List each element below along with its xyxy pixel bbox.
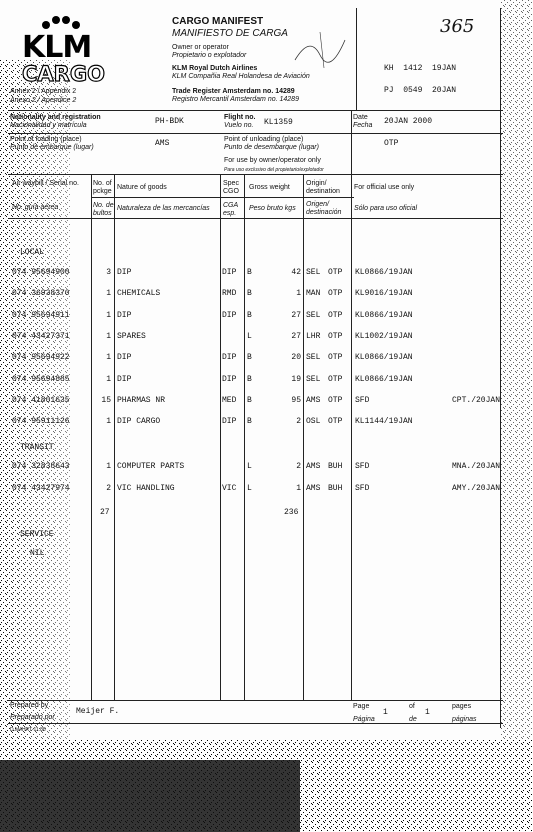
owner-use-label: For use by owner/operator only — [224, 157, 321, 164]
manifest-title: CARGO MANIFEST — [172, 16, 264, 27]
code-cell: B — [247, 268, 252, 277]
unloading-value: OTP — [384, 139, 399, 148]
awb-cell: 074 36938370 — [12, 289, 70, 299]
col-origin-es: Origen/ destinación — [306, 201, 342, 216]
spec-cell: DIP — [222, 310, 237, 320]
manifest-title-es: MANIFIESTO DE CARGA — [172, 28, 288, 39]
goods-cell: DIP — [117, 268, 132, 277]
table-row — [0, 417, 533, 431]
awb-cell: 074 32838643 — [12, 462, 70, 471]
goods-cell: SPARES — [117, 331, 146, 341]
col-weight: Gross weight — [249, 184, 290, 191]
table-row — [0, 375, 533, 389]
weight-cell: 20 — [291, 353, 301, 363]
code-cell: B — [247, 353, 252, 363]
reference-cell: KL0866/19JAN — [355, 268, 413, 277]
section-service: SERVICE — [20, 530, 54, 539]
goods-cell: DIP — [117, 374, 132, 384]
date-label-es: Fecha — [353, 122, 373, 129]
origin-cell: MAN — [306, 289, 321, 299]
col-spec: Spec CGO — [223, 180, 239, 195]
reference-cell: KL9016/19JAN — [355, 289, 413, 299]
code-cell: B — [247, 395, 252, 405]
awb-cell: 074 43427371 — [12, 331, 70, 341]
origin-cell: AMS — [306, 395, 321, 405]
spec-cell: DIP — [222, 268, 237, 277]
reference-cell: SFD — [355, 462, 370, 471]
col-nature: Nature of goods — [117, 184, 167, 191]
col-official: For official use only — [354, 184, 415, 191]
code-cell: L — [247, 462, 252, 471]
section-transit: TRANSIT — [20, 443, 54, 452]
col-origin: Origin/ destination — [306, 180, 340, 195]
page-total: 1 — [425, 708, 430, 717]
code-cell: B — [247, 289, 252, 299]
destination-cell: OTP — [328, 331, 343, 341]
reference-cell: KL1144/19JAN — [355, 417, 413, 427]
pages-label-es: páginas — [452, 716, 477, 723]
reference-cell: SFD — [355, 484, 370, 493]
code-cell: L — [247, 484, 252, 493]
code-cell: B — [247, 310, 252, 320]
weight-cell: 95 — [291, 395, 301, 405]
goods-cell: CHEMICALS — [117, 289, 161, 299]
company-name: KLM Royal Dutch Airlines — [172, 65, 258, 72]
destination-cell: OTP — [328, 289, 343, 299]
table-row — [0, 311, 533, 325]
spec-cell: DIP — [222, 374, 237, 384]
section-local: LOCAL — [20, 248, 45, 257]
col-awb-es: No. guía aérea — [12, 204, 59, 211]
weight-cell: 27 — [291, 310, 301, 320]
owner-label: Owner or operator — [172, 44, 229, 51]
page-number: 1 — [383, 708, 388, 717]
unloading-label: Point of unloading (place) — [224, 136, 304, 143]
destination-cell: OTP — [328, 353, 343, 363]
loading-label: Point of loading (place) — [10, 136, 82, 143]
pieces-cell: 1 — [106, 374, 111, 384]
page-label-es: Página — [353, 716, 375, 723]
origin-cell: AMS — [306, 462, 321, 471]
extra-cell: AMY./20JAN — [452, 484, 501, 493]
weight-cell: 1 — [296, 484, 301, 493]
weight-cell: 19 — [291, 374, 301, 384]
loading-value: AMS — [155, 139, 170, 148]
pieces-cell: 1 — [106, 310, 111, 320]
spec-cell: RMD — [222, 289, 237, 299]
owner-use-label-es: Para uso exclusivo del propietario/explotador — [224, 167, 324, 173]
table-row — [0, 268, 533, 282]
awb-cell: 074 43427974 — [12, 484, 70, 493]
registration-value: PH-BDK — [155, 117, 184, 126]
pieces-cell: 1 — [106, 331, 111, 341]
destination-cell: OTP — [328, 395, 343, 405]
weight-cell: 42 — [291, 268, 301, 277]
spec-cell: DIP — [222, 353, 237, 363]
weight-cell: 1 — [296, 289, 301, 299]
flight-number: KL1359 — [264, 118, 293, 127]
table-row — [0, 484, 533, 498]
destination-cell: OTP — [328, 268, 343, 277]
origin-cell: SEL — [306, 353, 321, 363]
pieces-cell: 1 — [106, 289, 111, 299]
goods-cell: DIP CARGO — [117, 417, 161, 427]
destination-cell: OTP — [328, 374, 343, 384]
reference-cell: KL0866/19JAN — [355, 310, 413, 320]
col-pieces-es: No. de bultos — [93, 202, 114, 217]
loading-label-es: Punto de embarque (lugar) — [10, 144, 94, 151]
prepared-label: Prepared by — [10, 702, 49, 709]
destination-cell: BUH — [328, 462, 343, 471]
col-official-es: Sólo para uso oficial — [354, 205, 418, 212]
pieces-cell: 2 — [106, 484, 111, 493]
trade-register-es: Registro Mercantil Amsterdam no. 14289 — [172, 96, 299, 103]
reference-cell: KL0866/19JAN — [355, 353, 413, 363]
signature-scribble — [290, 30, 350, 70]
trade-register: Trade Register Amsterdam no. 14289 — [172, 88, 295, 95]
reference-cell: KL0866/19JAN — [355, 374, 413, 384]
goods-cell: PHARMAS NR — [117, 395, 166, 405]
code-cell: B — [247, 374, 252, 384]
total-weight: 236 — [284, 508, 299, 517]
code-cell: B — [247, 417, 252, 427]
awb-cell: 074 95694922 — [12, 353, 70, 363]
ref-line-1: KH 1412 19JAN — [384, 64, 457, 73]
nationality-label-es: Nacionalidad y matrícula — [10, 122, 87, 129]
origin-cell: LHR — [306, 331, 321, 341]
spec-cell: VIC — [222, 484, 237, 493]
logo-klm: KLM — [22, 30, 92, 65]
goods-cell: VIC HANDLING — [117, 484, 175, 493]
flight-label-es: Vuelo no. — [224, 122, 254, 129]
date-value: 20JAN 2000 — [384, 117, 433, 126]
code-cell: L — [247, 331, 252, 341]
goods-cell: DIP — [117, 353, 132, 363]
owner-label-es: Propietario o explotador — [172, 52, 247, 59]
awb-cell: 074 95911126 — [12, 417, 70, 427]
awb-cell: 074 95694885 — [12, 374, 70, 384]
appendix-label: Annex 2 / Appendix 2 — [10, 88, 77, 95]
awb-cell: 074 41801635 — [12, 395, 70, 405]
destination-cell: OTP — [328, 417, 343, 427]
logo-cargo: CARGO — [22, 62, 105, 86]
unloading-label-es: Punto de desembarque (lugar) — [224, 144, 319, 151]
weight-cell: 27 — [291, 331, 301, 341]
prepared-by: Meijer F. — [76, 707, 120, 716]
origin-cell: SEL — [306, 374, 321, 384]
prepared-label-es: Preparado por — [10, 714, 55, 721]
spec-cell: DIP — [222, 417, 237, 427]
date-label: Date — [353, 114, 368, 121]
spec-cell: MED — [222, 395, 237, 405]
pieces-cell: 15 — [101, 395, 111, 405]
col-nature-es: Naturaleza de las mercancías — [117, 205, 210, 212]
pieces-cell: 3 — [106, 268, 111, 277]
page-label: Page — [353, 703, 370, 710]
weight-cell: 2 — [296, 417, 301, 427]
origin-cell: SEL — [306, 310, 321, 320]
ref-line-2: PJ 0549 20JAN — [384, 86, 457, 95]
destination-cell: BUH — [328, 484, 343, 493]
pieces-cell: 1 — [106, 462, 111, 471]
awb-cell: 074 95694900 — [12, 268, 70, 277]
table-row — [0, 462, 533, 476]
goods-cell: COMPUTER PARTS — [117, 462, 185, 471]
weight-cell: 2 — [296, 462, 301, 471]
of-label-es: de — [409, 716, 417, 723]
total-pieces: 27 — [100, 508, 110, 517]
appendix-label-es: Anexo 2 / Apendice 2 — [10, 97, 77, 104]
pages-label: pages — [452, 703, 472, 710]
table-row — [0, 289, 533, 303]
flight-label: Flight no. — [224, 114, 256, 121]
goods-cell: DIP — [117, 310, 132, 320]
col-spec-es: CGA esp. — [223, 202, 238, 217]
service-value: NIL — [30, 549, 45, 558]
reference-cell: KL1002/19JAN — [355, 331, 413, 341]
col-weight-es: Peso bruto kgs — [249, 205, 296, 212]
company-name-es: KLM Compañia Real Holandesa de Aviación — [172, 73, 310, 80]
awb-cell: 074 95694911 — [12, 310, 70, 320]
table-row — [0, 353, 533, 367]
extra-cell: MNA./20JAN — [452, 462, 501, 471]
form-code: D.M4HRT-11.88 — [10, 727, 46, 733]
pieces-cell: 1 — [106, 353, 111, 363]
reference-cell: SFD — [355, 395, 370, 405]
table-row — [0, 332, 533, 346]
extra-cell: CPT./20JAN — [452, 395, 501, 405]
table-row — [0, 396, 533, 410]
destination-cell: OTP — [328, 310, 343, 320]
col-pieces: No. of pckge — [93, 180, 112, 195]
nationality-label: Nationality and registration — [10, 114, 101, 121]
of-label: of — [409, 703, 415, 710]
handwritten-number: 365 — [440, 16, 475, 37]
pieces-cell: 1 — [106, 417, 111, 427]
origin-cell: OSL — [306, 417, 321, 427]
origin-cell: SEL — [306, 268, 321, 277]
origin-cell: AMS — [306, 484, 321, 493]
col-awb: Air waybill / Serial no. — [12, 180, 79, 187]
